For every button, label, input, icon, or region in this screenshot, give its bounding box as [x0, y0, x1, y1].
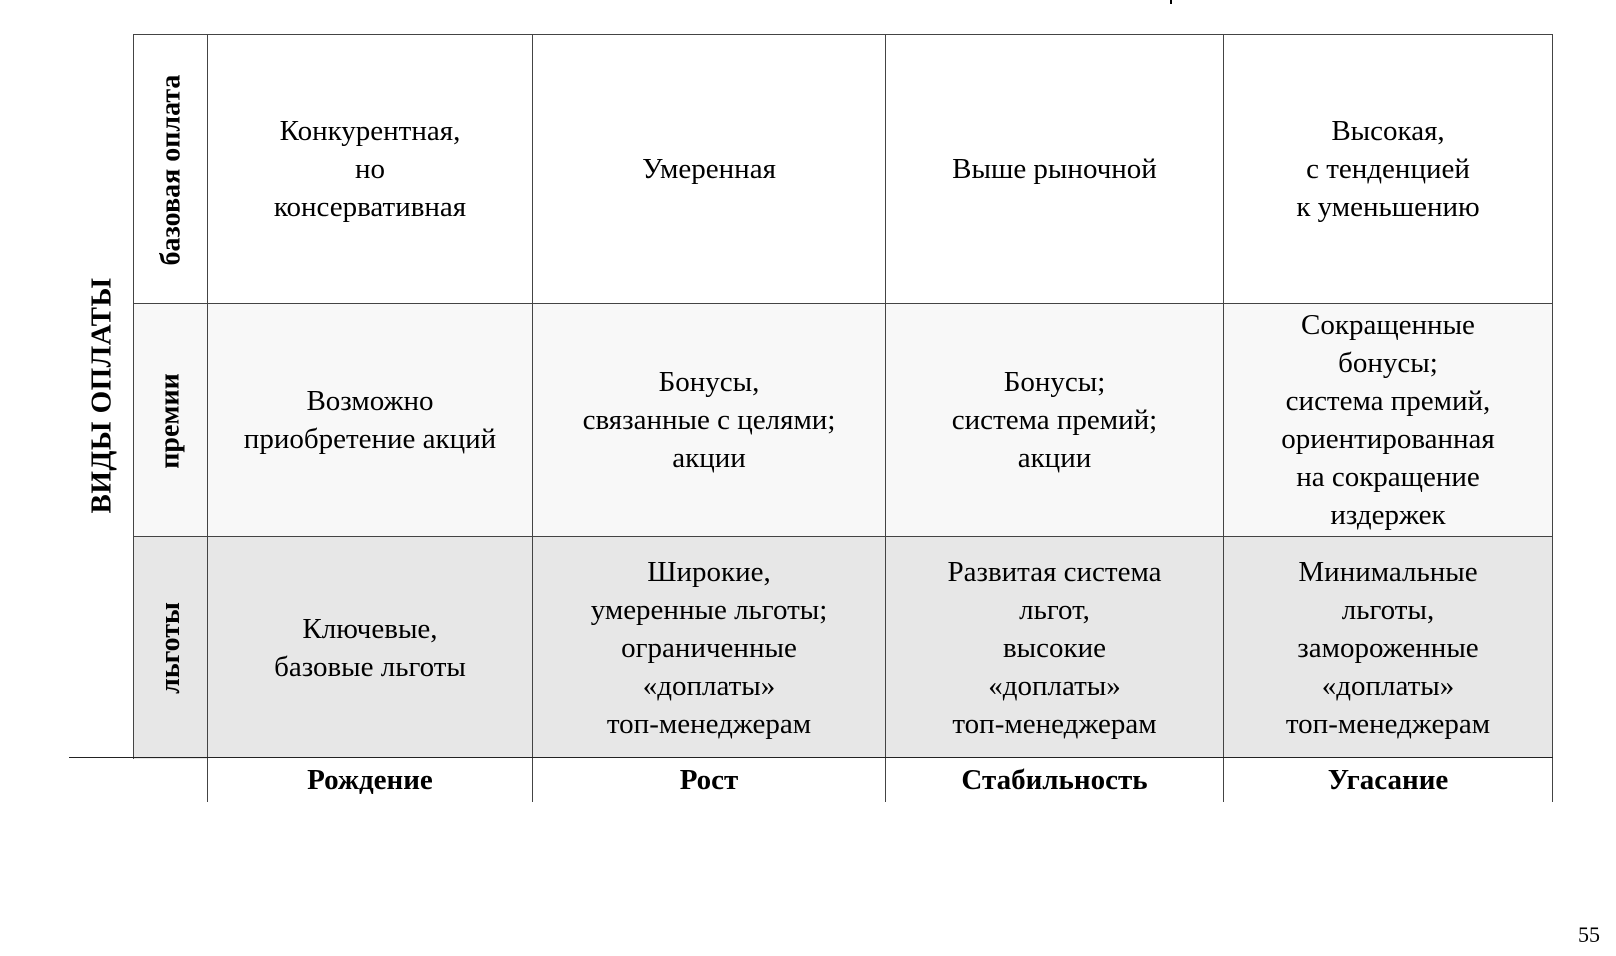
row-label-benefits: льготы — [133, 536, 208, 759]
page-number: 55 — [1578, 922, 1600, 947]
cell-benefits-decline: Минимальные льготы, замороженные «доплаты» топ-менеджерам — [1223, 536, 1553, 758]
cell-base-pay-stability: Выше рыночной — [885, 34, 1223, 303]
cell-bonuses-growth: Бонусы, связанные с целями; акции — [532, 303, 885, 536]
cell-bonuses-decline: Сокращенные бонусы; система премий, ориентированная на сокращение издержек — [1223, 303, 1553, 536]
cell-base-pay-decline: Высокая, с тенденцией к уменьшению — [1223, 34, 1553, 303]
cell-base-pay-birth: Конкурентная, но консервативная — [207, 34, 532, 303]
cell-benefits-stability: Развитая система льгот, высокие «доплаты» топ-менеджерам — [885, 536, 1223, 758]
cell-benefits-growth: Широкие, умеренные льготы; ограниченные «доплаты» топ-менеджерам — [532, 536, 885, 758]
row-label-bonuses: премии — [133, 303, 208, 537]
row-label-base-pay: базовая оплата — [133, 34, 208, 304]
cell-bonuses-birth: Возможно приобретение акций — [207, 303, 532, 536]
stage-stability: Стабильность — [885, 758, 1223, 802]
stage-decline: Угасание — [1223, 758, 1553, 802]
cell-bonuses-stability: Бонусы; система премий; акции — [885, 303, 1223, 536]
cell-benefits-birth: Ключевые, базовые льготы — [207, 536, 532, 758]
cell-base-pay-growth: Умеренная — [532, 34, 885, 303]
axis-label-payment-types: ВИДЫ ОПЛАТЫ — [85, 277, 118, 514]
stage-growth: Рост — [532, 758, 885, 802]
stage-birth: Рождение — [207, 758, 532, 802]
page-top-mark — [1170, 0, 1172, 4]
